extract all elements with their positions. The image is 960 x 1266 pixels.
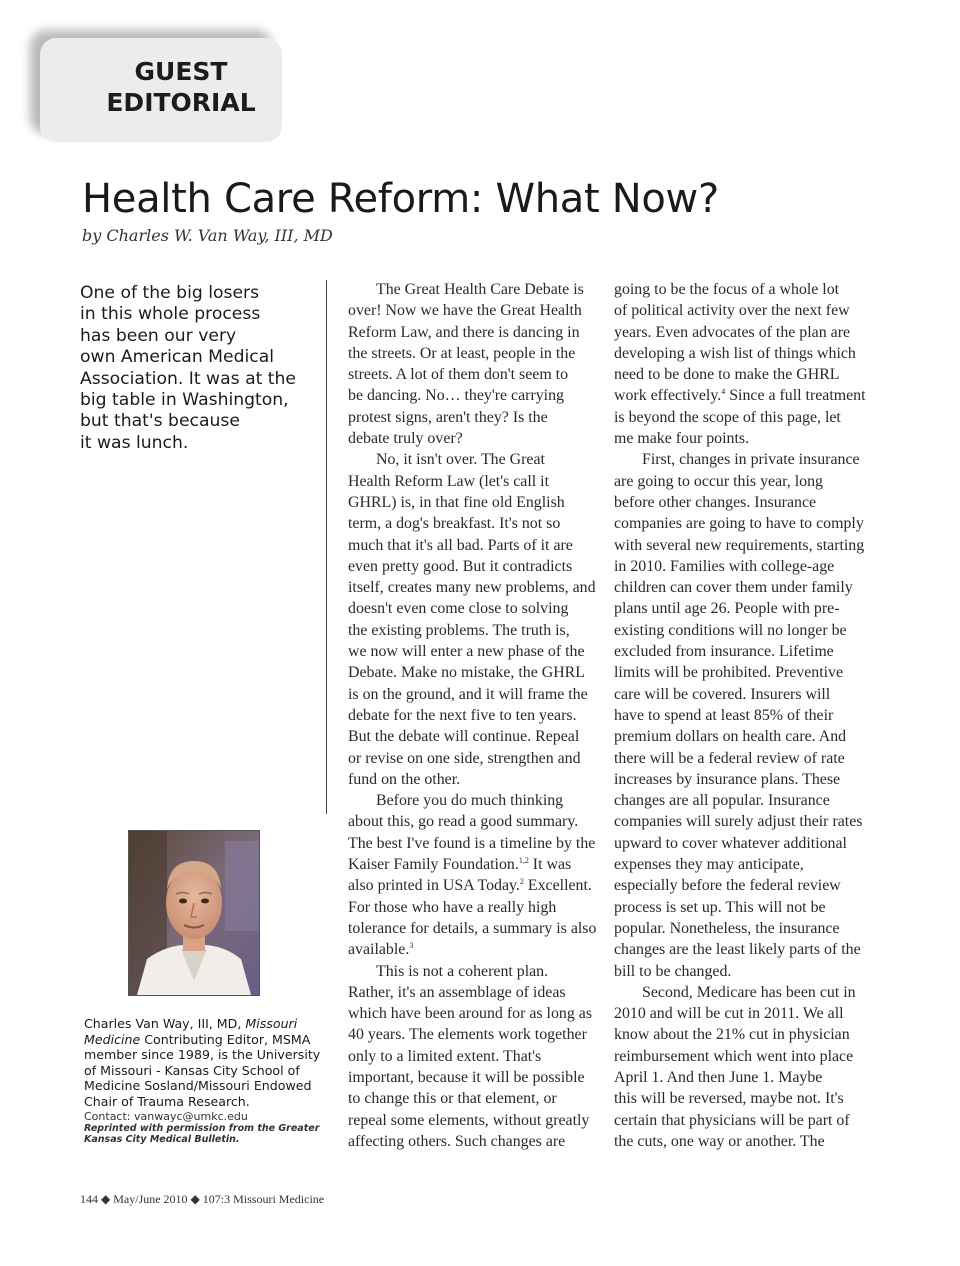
body-text: also printed in USA Today. — [348, 877, 520, 895]
author-caption — [84, 1016, 334, 1146]
body-line: streets. A lot of them don't seem to — [348, 366, 569, 384]
reprint-notice: Kansas City Medical Bulletin. — [84, 1134, 240, 1146]
body-line: GHRL) is, in that fine old English — [348, 493, 565, 511]
body-line: the streets. Or at least, people in the — [348, 344, 576, 362]
body-line: But the debate will continue. Repeal — [348, 728, 580, 746]
body-line: have to spend at least 85% of their — [614, 706, 834, 724]
body-line: term, a dog's breakfast. It's not so — [348, 515, 561, 533]
caption-author-name: Charles Van Way, III, MD, — [84, 1016, 246, 1031]
pull-quote — [80, 283, 320, 454]
section-label — [96, 56, 266, 118]
body-line: we now will enter a new phase of the — [348, 643, 585, 661]
body-line: tolerance for details, a summary is also — [348, 919, 597, 937]
body-line: the cuts, one way or another. The — [614, 1132, 825, 1150]
caption-role: Contributing Editor, MSMA — [140, 1031, 311, 1047]
page-number: 144 — [80, 1192, 98, 1206]
body-line: premium dollars on health care. And — [614, 728, 847, 746]
reference-marker: 2 — [519, 877, 524, 887]
body-line: First, changes in private insurance — [642, 451, 860, 469]
body-line: April 1. And then June 1. Maybe — [614, 1068, 823, 1086]
body-line: only to a limited extent. That's — [348, 1047, 542, 1065]
body-line: about this, go read a good summary. — [348, 813, 579, 831]
body-line: Debate. Make no mistake, the GHRL — [348, 664, 585, 682]
body-line: process is set up. This will not be — [614, 898, 826, 916]
body-line — [348, 875, 600, 896]
footer-separator-icon: ◆ — [101, 1192, 111, 1206]
article-byline: by Charles W. Van Way, III, MD — [82, 226, 333, 245]
body-line: Second, Medicare has been cut in — [642, 983, 856, 1001]
pull-quote-line: has been our very — [80, 325, 237, 346]
pull-quote-line: it was lunch. — [80, 432, 189, 453]
reference-marker: 3 — [409, 941, 414, 951]
body-line: Reform Law, and there is dancing in — [348, 323, 580, 341]
body-line: over! Now we have the Great Health — [348, 302, 582, 320]
pull-quote-line: Association. It was at the — [80, 368, 297, 389]
author-photo — [128, 830, 260, 996]
body-line: is beyond the scope of this page, let — [614, 408, 841, 426]
body-line: children can cover them under family — [614, 579, 853, 597]
column-divider — [326, 280, 327, 814]
body-line: 40 years. The elements work together — [348, 1026, 587, 1044]
body-line — [614, 385, 866, 406]
body-line: bill to be changed. — [614, 962, 732, 980]
reference-marker: 1,2 — [518, 856, 529, 866]
body-line: care will be covered. Insurers will — [614, 685, 831, 703]
body-line: No, it isn't over. The Great — [376, 451, 545, 469]
body-line: increases by insurance plans. These — [614, 770, 841, 788]
article-column-2 — [614, 279, 866, 1152]
journal-volume: 107:3 Missouri Medicine — [202, 1192, 325, 1206]
body-line: much that it's all bad. Parts of it are — [348, 536, 573, 554]
body-line: is on the ground, and it will frame the — [348, 685, 588, 703]
body-line: me make four points. — [614, 430, 750, 448]
body-line: Health Reform Law (let's call it — [348, 472, 549, 490]
body-line: itself, creates many new problems, and — [348, 579, 596, 597]
body-line: in 2010. Families with college-age — [614, 557, 835, 575]
body-text: It was — [528, 856, 572, 874]
body-line: are going to occur this year, long — [614, 472, 823, 490]
caption-line: of Missouri - Kansas City School of — [84, 1062, 300, 1078]
body-text: Kaiser Family Foundation. — [348, 856, 519, 874]
body-line: before other changes. Insurance — [614, 493, 817, 511]
section-tab — [40, 38, 282, 142]
body-line: companies are going to have to comply — [614, 515, 864, 533]
body-line: Rather, it's an assemblage of ideas — [348, 983, 566, 1001]
caption-line — [84, 1032, 334, 1048]
body-line: The Great Health Care Debate is — [376, 281, 584, 298]
body-line: doesn't even come close to solving — [348, 600, 569, 618]
author-portrait-illustration — [129, 831, 259, 995]
body-line: companies will surely adjust their rates — [614, 813, 863, 831]
body-line: For those who have a really high — [348, 898, 557, 916]
body-line: plans until age 26. People with pre- — [614, 600, 840, 618]
pull-quote-line: own American Medical — [80, 347, 275, 368]
body-line: there will be a federal review of rate — [614, 749, 845, 767]
body-line: 2010 and will be cut in 2011. We all — [614, 1005, 844, 1023]
body-line: excluded from insurance. Lifetime — [614, 643, 834, 661]
body-line: fund on the other. — [348, 770, 461, 788]
body-text: Since a full treatment — [725, 387, 866, 405]
section-label-line2: EDITORIAL — [106, 88, 256, 117]
body-line: or revise on one side, strengthen and — [348, 749, 581, 767]
body-text: Excellent. — [523, 877, 592, 895]
body-line: changes are the least likely parts of the — [614, 941, 861, 959]
issue-date: May/June 2010 — [113, 1192, 188, 1206]
caption-journal-name: Medicine — [84, 1031, 141, 1047]
body-line: especially before the federal review — [614, 877, 841, 895]
body-text: work effectively. — [614, 387, 722, 405]
body-line: know about the 21% cut in physician — [614, 1026, 850, 1044]
author-contact-email[interactable]: Contact: vanwayc@umkc.edu — [84, 1109, 248, 1123]
caption-line: Medicine Sosland/Missouri Endowed — [84, 1078, 312, 1094]
body-line: repeal some elements, without greatly — [348, 1111, 590, 1129]
article-title: Health Care Reform: What Now? — [82, 176, 719, 222]
body-line: years. Even advocates of the plan are — [614, 323, 851, 341]
body-line: the existing problems. The truth is, — [348, 621, 570, 639]
body-line: reimbursement which went into place — [614, 1047, 854, 1065]
body-line: protest signs, aren't they? Is the — [348, 408, 548, 426]
body-line: important, because it will be possible — [348, 1068, 585, 1086]
body-line: to change this or that element, or — [348, 1090, 557, 1108]
pull-quote-line: in this whole process — [80, 304, 261, 325]
body-text: available. — [348, 941, 410, 959]
body-line: changes are all popular. Insurance — [614, 792, 830, 810]
body-line: existing conditions will no longer be — [614, 621, 847, 639]
reference-marker: 4 — [721, 387, 726, 397]
body-line: Before you do much thinking — [376, 792, 564, 810]
pull-quote-line: but that's because — [80, 411, 240, 432]
body-line: The best I've found is a timeline by the — [348, 834, 596, 852]
body-line: with several new requirements, starting — [614, 536, 865, 554]
article-column-1 — [348, 279, 600, 1152]
caption-line: Chair of Trauma Research. — [84, 1093, 250, 1109]
body-line: of political activity over the next few — [614, 302, 850, 320]
body-line: this will be reversed, maybe not. It's — [614, 1090, 844, 1108]
caption-line — [84, 1016, 334, 1032]
body-line: expenses they may anticipate, — [614, 856, 804, 874]
body-line: debate truly over? — [348, 430, 463, 448]
footer-separator-icon: ◆ — [190, 1192, 200, 1206]
body-line: limits will be prohibited. Preventive — [614, 664, 844, 682]
body-line: which have been around for as long as — [348, 1005, 593, 1023]
body-line: developing a wish list of things which — [614, 344, 856, 362]
page-footer — [80, 1192, 324, 1207]
body-line: debate for the next five to ten years. — [348, 706, 577, 724]
body-line: popular. Nonetheless, the insurance — [614, 919, 840, 937]
pull-quote-line: big table in Washington, — [80, 390, 289, 411]
reprint-notice: Reprinted with permission from the Greater — [84, 1122, 320, 1134]
caption-journal-name: Missouri — [245, 1016, 298, 1031]
body-line: be dancing. No… they're carrying — [348, 387, 564, 405]
body-line: going to be the focus of a whole lot — [614, 281, 840, 298]
body-line: certain that physicians will be part of — [614, 1111, 850, 1129]
body-line — [348, 854, 600, 875]
body-line — [348, 939, 600, 960]
body-line: affecting others. Such changes are — [348, 1132, 566, 1150]
section-label-line1: GUEST — [134, 57, 228, 86]
pull-quote-line: One of the big losers — [80, 283, 260, 303]
caption-line: member since 1989, is the University — [84, 1047, 321, 1063]
body-line: need to be done to make the GHRL — [614, 366, 840, 384]
body-line: This is not a coherent plan. — [376, 962, 549, 980]
body-line: even pretty good. But it contradicts — [348, 557, 573, 575]
body-line: upward to cover whatever additional — [614, 834, 847, 852]
